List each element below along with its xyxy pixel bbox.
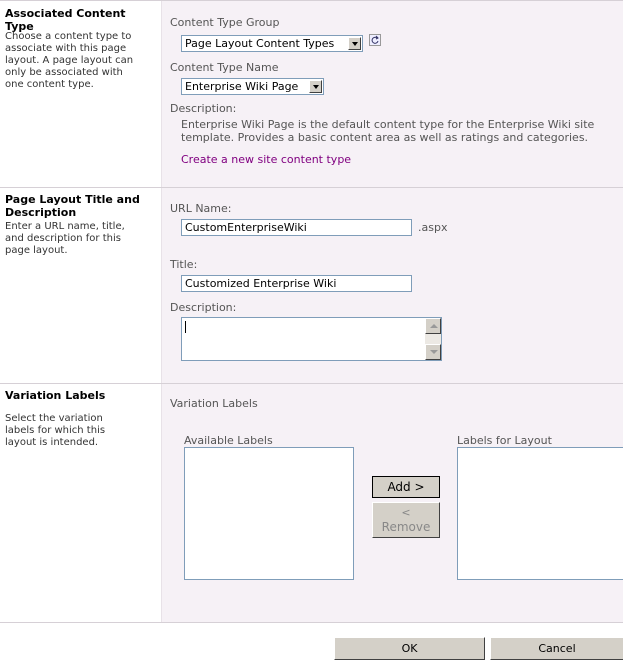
remove-button-label: Remove xyxy=(381,520,431,534)
title-input[interactable] xyxy=(181,275,412,292)
chevron-down-icon[interactable] xyxy=(348,37,361,50)
text-caret xyxy=(185,321,186,333)
url-name-input[interactable] xyxy=(181,219,412,236)
cancel-button-label: Cancel xyxy=(538,642,576,655)
section-title-variation: Variation Labels xyxy=(5,389,106,402)
top-divider xyxy=(0,0,623,1)
column-divider xyxy=(161,0,162,622)
section-desc-variation: Select the variation labels for which this layout is intended. xyxy=(5,413,106,448)
content-type-desc-label: Description: xyxy=(170,102,237,115)
section-desc-associated: Choose a content type to associate with this page layout. A page layout can only be associated with one content type. xyxy=(5,31,134,90)
remove-button[interactable] xyxy=(372,502,440,538)
scroll-up-arrow-icon[interactable] xyxy=(425,318,441,334)
title-label: Title: xyxy=(170,258,198,271)
section-title-layout: Page Layout Title and Description xyxy=(5,193,140,219)
section-desc-layout: Enter a URL name, title, and description for this page layout. xyxy=(5,221,125,256)
layout-desc-label: Description: xyxy=(170,301,237,314)
refresh-icon[interactable] xyxy=(369,34,381,46)
content-type-name-select[interactable] xyxy=(181,78,324,95)
ok-button-label: OK xyxy=(401,642,418,655)
url-name-label: URL Name: xyxy=(170,202,232,215)
cancel-button[interactable] xyxy=(490,637,623,660)
ok-button[interactable] xyxy=(334,637,485,660)
content-type-group-value: Page Layout Content Types xyxy=(185,37,335,50)
available-labels-label: Available Labels xyxy=(184,434,273,447)
section-divider-1 xyxy=(0,187,623,188)
labels-for-layout-label: Labels for Layout xyxy=(457,434,552,447)
scroll-down-arrow-icon[interactable] xyxy=(425,344,441,360)
content-type-name-value: Enterprise Wiki Page xyxy=(185,80,299,93)
content-type-group-select[interactable] xyxy=(181,35,363,52)
create-content-type-link[interactable]: Create a new site content type xyxy=(181,153,352,166)
section-divider-3 xyxy=(0,622,623,623)
available-labels-listbox[interactable] xyxy=(184,447,354,580)
section-divider-2 xyxy=(0,383,623,384)
section-title-associated: Associated Content Type xyxy=(5,7,126,33)
content-type-group-label: Content Type Group xyxy=(170,16,280,29)
content-type-name-label: Content Type Name xyxy=(170,61,279,74)
chevron-down-icon[interactable] xyxy=(309,80,322,93)
remove-button-arrow: < xyxy=(401,506,411,519)
url-suffix: .aspx xyxy=(418,221,448,234)
textarea-scrollbar[interactable] xyxy=(425,318,441,360)
layout-desc-textarea[interactable] xyxy=(181,317,442,361)
labels-for-layout-listbox[interactable] xyxy=(457,447,623,580)
variation-heading: Variation Labels xyxy=(170,397,258,410)
content-type-desc-text: Enterprise Wiki Page is the default content type for the Enterprise Wiki site template. Provides a basic content area as well as ratings and categories. xyxy=(181,118,595,144)
add-button-label: Add > xyxy=(387,480,425,494)
add-button[interactable] xyxy=(372,476,440,498)
